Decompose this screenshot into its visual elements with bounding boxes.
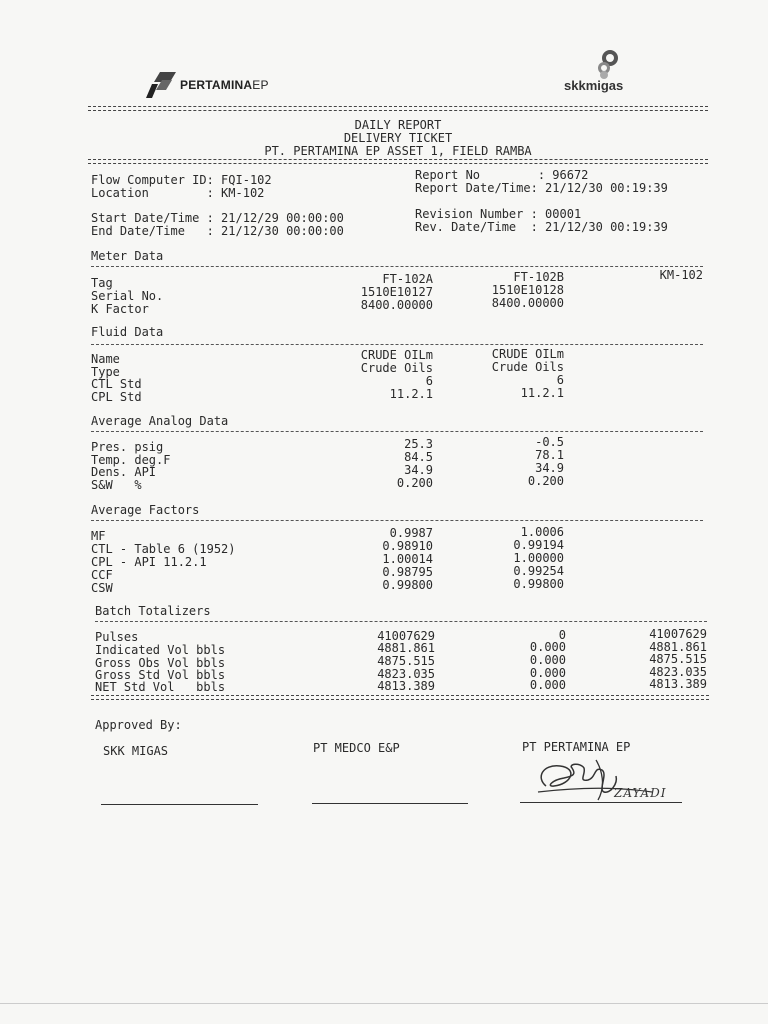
report-subtitle: DELIVERY TICKET	[343, 131, 453, 145]
fluid-a-ctl: 6	[425, 374, 433, 388]
batch-total-gross-std: 4823.035	[649, 665, 707, 679]
factor-label-mf: MF	[91, 529, 106, 543]
batch-a-gross-obs: 4875.515	[377, 654, 435, 668]
analog-data-title: Average Analog Data	[91, 414, 229, 428]
revision-datetime: Rev. Date/Time : 21/12/30 00:19:39	[415, 220, 668, 234]
fluid-label-type: Type	[91, 365, 120, 379]
fluid-data-rule	[91, 344, 703, 345]
meter-label-tag: Tag	[91, 276, 113, 290]
meter-b-kfactor: 8400.00000	[491, 296, 564, 310]
analog-label-sw: S&W %	[91, 478, 142, 492]
factor-label-cpl: CPL - API 11.2.1	[91, 555, 207, 569]
meter-label-kfactor: K Factor	[91, 302, 149, 316]
approver-pertamina-ep: PT PERTAMINA EP	[522, 740, 631, 754]
batch-label-net-std: NET Std Vol bbls	[95, 680, 226, 694]
batch-b-indicated: 0.000	[529, 640, 566, 654]
batch-total-gross-obs: 4875.515	[649, 652, 707, 666]
approved-by-label: Approved By:	[95, 718, 182, 732]
batch-label-gross-std: Gross Std Vol bbls	[95, 668, 226, 682]
batch-total-net-std: 4813.389	[649, 677, 707, 691]
signature-line-medco	[312, 803, 468, 804]
meter-total-tag: KM-102	[659, 268, 703, 282]
factor-b-ccf: 0.99254	[513, 564, 564, 578]
analog-label-temp: Temp. deg.F	[91, 453, 171, 467]
fluid-b-ctl: 6	[556, 373, 564, 387]
start-datetime: Start Date/Time : 21/12/29 00:00:00	[91, 211, 344, 225]
analog-b-temp: 78.1	[535, 448, 564, 462]
factor-a-cpl: 1.00014	[382, 552, 433, 566]
analog-data-rule	[91, 431, 703, 432]
meter-b-serial: 1510E10128	[491, 283, 564, 297]
batch-rule	[95, 621, 707, 622]
pertamina-ep-logo	[142, 70, 282, 100]
revision-number: Revision Number : 00001	[415, 207, 582, 221]
batch-a-net-std: 4813.389	[377, 679, 435, 693]
location: Location : KM-102	[91, 186, 265, 200]
report-no: Report No : 96672	[415, 168, 589, 182]
analog-label-dens: Dens. API	[91, 465, 157, 479]
fluid-data-title: Fluid Data	[91, 325, 164, 339]
factor-a-ccf: 0.98795	[382, 565, 433, 579]
report-title: DAILY REPORT	[354, 118, 442, 132]
factor-a-mf: 0.9987	[389, 526, 433, 540]
meter-data-rule	[91, 266, 703, 267]
report-field: PT. PERTAMINA EP ASSET 1, FIELD RAMBA	[264, 144, 532, 158]
factor-b-ctl: 0.99194	[513, 538, 564, 552]
factor-label-ctl: CTL - Table 6 (1952)	[91, 542, 236, 556]
analog-label-pres: Pres. psig	[91, 440, 164, 454]
meter-a-kfactor: 8400.00000	[360, 298, 433, 312]
factor-a-ctl: 0.98910	[382, 539, 433, 553]
analog-a-pres: 25.3	[404, 437, 433, 451]
meter-a-serial: 1510E10127	[360, 285, 433, 299]
report-datetime: Report Date/Time: 21/12/30 00:19:39	[415, 181, 668, 195]
meter-label-serial: Serial No.	[91, 289, 164, 303]
fluid-label-name: Name	[91, 352, 120, 366]
batch-total-pulses: 41007629	[649, 627, 707, 641]
skkmigas-wordmark: skkmigas	[564, 78, 624, 93]
factor-label-csw: CSW	[91, 581, 113, 595]
fluid-b-name: CRUDE OILm	[491, 347, 564, 361]
analog-a-dens: 34.9	[404, 463, 433, 477]
approver-skk-migas: SKK MIGAS	[103, 744, 169, 758]
factors-rule	[91, 520, 703, 521]
factor-b-mf: 1.0006	[520, 525, 564, 539]
fluid-a-type: Crude Oils	[360, 361, 433, 375]
approver-pt-medco: PT MEDCO E&P	[313, 741, 400, 755]
batch-b-pulses: 0	[558, 628, 566, 642]
fluid-b-type: Crude Oils	[491, 360, 564, 374]
analog-b-dens: 34.9	[535, 461, 564, 475]
fluid-label-cpl: CPL Std	[91, 390, 142, 404]
analog-a-sw: 0.200	[396, 476, 433, 490]
meter-b-tag: FT-102B	[513, 270, 564, 284]
batch-a-indicated: 4881.861	[377, 641, 435, 655]
fluid-b-cpl: 11.2.1	[520, 386, 564, 400]
meter-data-title: Meter Data	[91, 249, 164, 263]
factor-b-cpl: 1.00000	[513, 551, 564, 565]
batch-b-net-std: 0.000	[529, 678, 566, 692]
factor-label-ccf: CCF	[91, 568, 113, 582]
pertamina-emblem-icon	[142, 70, 178, 100]
batch-title: Batch Totalizers	[95, 604, 211, 618]
factors-title: Average Factors	[91, 503, 200, 517]
flow-computer-id: Flow Computer ID: FQI-102	[91, 173, 272, 187]
signature-line-skk	[101, 804, 258, 805]
analog-b-sw: 0.200	[527, 474, 564, 488]
batch-label-gross-obs: Gross Obs Vol bbls	[95, 656, 226, 670]
header-bottom-rule	[88, 159, 708, 164]
page-bottom-edge	[0, 1003, 768, 1004]
skkmigas-emblem-icon	[560, 46, 670, 80]
batch-label-indicated: Indicated Vol bbls	[95, 643, 226, 657]
factor-a-csw: 0.99800	[382, 578, 433, 592]
batch-b-gross-obs: 0.000	[529, 653, 566, 667]
meter-a-tag: FT-102A	[382, 272, 433, 286]
signature-name: ZAYADI	[614, 786, 667, 800]
signature-line-pertamina	[520, 802, 682, 803]
end-datetime: End Date/Time : 21/12/30 00:00:00	[91, 224, 344, 238]
batch-b-gross-std: 0.000	[529, 666, 566, 680]
batch-label-pulses: Pulses	[95, 630, 139, 644]
batch-a-gross-std: 4823.035	[377, 667, 435, 681]
batch-a-pulses: 41007629	[377, 629, 435, 643]
skkmigas-logo	[560, 46, 670, 94]
analog-a-temp: 84.5	[404, 450, 433, 464]
batch-total-indicated: 4881.861	[649, 640, 707, 654]
factor-b-csw: 0.99800	[513, 577, 564, 591]
pertamina-wordmark: PERTAMINAEP	[180, 78, 269, 92]
header-top-rule	[88, 106, 708, 111]
fluid-a-name: CRUDE OILm	[360, 348, 433, 362]
fluid-label-ctl: CTL Std	[91, 377, 142, 391]
batch-bottom-rule	[91, 695, 709, 700]
analog-b-pres: -0.5	[535, 435, 564, 449]
fluid-a-cpl: 11.2.1	[389, 387, 433, 401]
